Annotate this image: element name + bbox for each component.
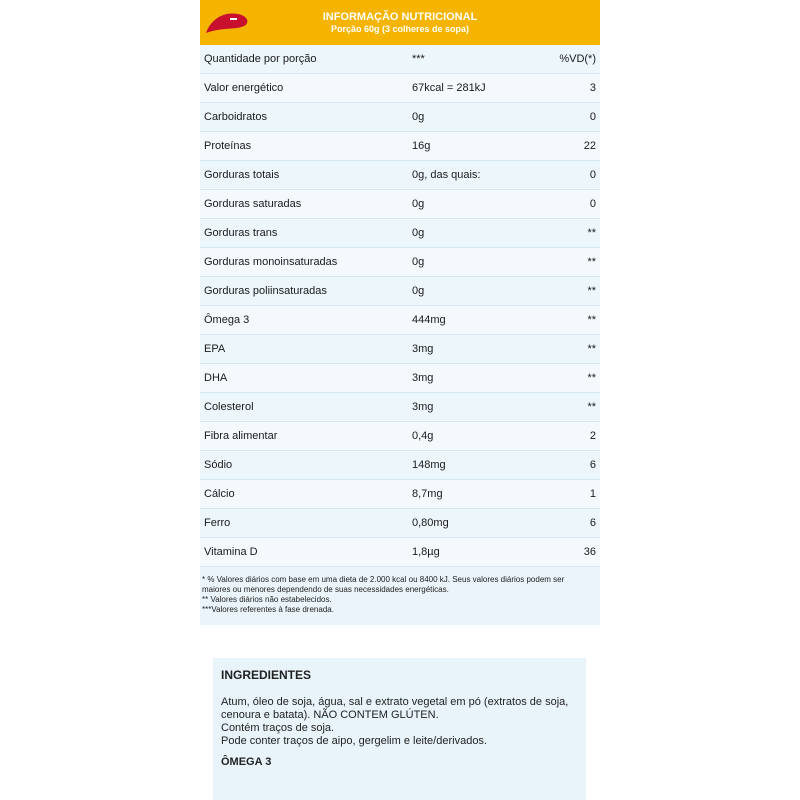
nutrient-dv: 3	[589, 82, 596, 94]
nutrition-panel	[200, 0, 600, 625]
nutrient-dv: 6	[589, 517, 596, 529]
nutrient-dv: **	[587, 343, 596, 355]
footnotes	[200, 567, 600, 625]
omega3-heading: ÔMEGA 3	[221, 756, 272, 768]
nutrient-dv: **	[587, 372, 596, 384]
nutrient-name: Vitamina D	[204, 546, 258, 558]
table-row	[200, 161, 600, 190]
table-row	[200, 335, 600, 364]
nutrient-dv: 6	[589, 459, 596, 471]
nutrient-name: Gorduras trans	[204, 227, 278, 239]
nutrition-header	[200, 0, 600, 45]
table-row	[200, 74, 600, 103]
ingredients-title: INGREDIENTES	[221, 668, 312, 682]
footnote: maiores ou menores dependendo de suas necessidades energéticas.	[202, 585, 449, 594]
nutrient-dv: 2	[589, 430, 596, 442]
table-row	[200, 190, 600, 219]
footnote: * % Valores diários com base em uma dieta de 2.000 kcal ou 8400 kJ. Seus valores diários podem ser	[202, 575, 565, 584]
column-header-amount: Quantidade por porção	[204, 53, 317, 65]
nutrition-rows	[200, 74, 600, 567]
nutrient-amount: 8,7mg	[412, 488, 443, 500]
footnote: ***Valores referentes à fase drenada.	[202, 605, 334, 614]
table-row	[200, 132, 600, 161]
nutrient-amount: 0g	[412, 285, 425, 297]
nutrient-dv: 36	[583, 546, 596, 558]
column-header-dv: %VD(*)	[559, 53, 596, 65]
table-row	[200, 538, 600, 567]
nutrient-name: Gorduras monoinsaturadas	[204, 256, 338, 268]
nutrient-dv: **	[587, 227, 596, 239]
nutrient-name: Gorduras poliinsaturadas	[204, 285, 327, 297]
nutrient-dv: **	[587, 314, 596, 326]
nutrient-name: Gorduras saturadas	[204, 198, 302, 210]
footnote: ** Valores diários não estabelecidos.	[202, 595, 332, 604]
nutrient-amount: 67kcal = 281kJ	[412, 82, 486, 94]
nutrient-amount: 0,80mg	[412, 517, 449, 529]
nutrient-dv: 22	[583, 140, 596, 152]
nutrient-name: Fibra alimentar	[204, 430, 278, 442]
table-row	[200, 509, 600, 538]
nutrient-dv: **	[587, 256, 596, 268]
table-header-row	[200, 45, 600, 74]
nutrient-dv: 0	[589, 198, 596, 210]
nutrient-dv: **	[587, 401, 596, 413]
table-row	[200, 306, 600, 335]
nutrient-amount: 0g, das quais:	[412, 169, 481, 181]
ingredients-line: Contém traços de soja.	[221, 722, 335, 734]
nutrient-dv: **	[587, 285, 596, 297]
nutrient-name: Valor energético	[204, 82, 284, 94]
ingredients-text	[221, 696, 578, 748]
nutrition-title: INFORMAÇÃO NUTRICIONAL	[322, 11, 478, 23]
nutrition-table	[200, 45, 600, 567]
nutrient-name: Cálcio	[204, 488, 235, 500]
table-row	[200, 364, 600, 393]
nutrient-dv: 0	[589, 169, 596, 181]
nutrient-amount: 0g	[412, 111, 425, 123]
ingredients-line: Pode conter traços de aipo, gergelim e leite/derivados.	[221, 735, 487, 747]
table-row	[200, 103, 600, 132]
column-header-value: ***	[412, 53, 425, 65]
nutrient-amount: 1,8µg	[412, 546, 440, 558]
nutrient-name: Colesterol	[204, 401, 254, 413]
nutrient-name: Proteínas	[204, 140, 252, 152]
table-row	[200, 277, 600, 306]
nutrient-amount: 148mg	[412, 459, 446, 471]
nutrient-amount: 0,4g	[412, 430, 434, 442]
table-row	[200, 393, 600, 422]
nutrient-name: EPA	[204, 343, 226, 355]
nutrient-name: Sódio	[204, 459, 233, 471]
ingredients-panel	[213, 658, 586, 800]
table-row	[200, 451, 600, 480]
nutrient-amount: 3mg	[412, 343, 434, 355]
ingredients-line: cenoura e batata). NÃO CONTEM GLÚTEN.	[221, 709, 439, 721]
table-row	[200, 219, 600, 248]
table-row	[200, 422, 600, 451]
nutrient-amount: 3mg	[412, 401, 434, 413]
nutrient-name: DHA	[204, 372, 228, 384]
nutrient-name: Gorduras totais	[204, 169, 280, 181]
nutrient-name: Carboidratos	[204, 111, 267, 123]
nutrient-name: Ferro	[204, 517, 231, 529]
nutrient-dv: 0	[589, 111, 596, 123]
nutrient-dv: 1	[589, 488, 596, 500]
nutrient-amount: 16g	[412, 140, 431, 152]
nutrient-amount: 0g	[412, 227, 425, 239]
table-row	[200, 248, 600, 277]
nutrient-amount: 0g	[412, 256, 425, 268]
ingredients-line: Atum, óleo de soja, água, sal e extrato vegetal em pó (extratos de soja,	[221, 696, 569, 708]
portion-text: Porção 60g (3 colheres de sopa)	[330, 24, 470, 34]
nutrient-amount: 444mg	[412, 314, 446, 326]
nutrient-amount: 3mg	[412, 372, 434, 384]
nutrient-amount: 0g	[412, 198, 425, 210]
nutrient-name: Ômega 3	[204, 314, 250, 326]
table-row	[200, 480, 600, 509]
